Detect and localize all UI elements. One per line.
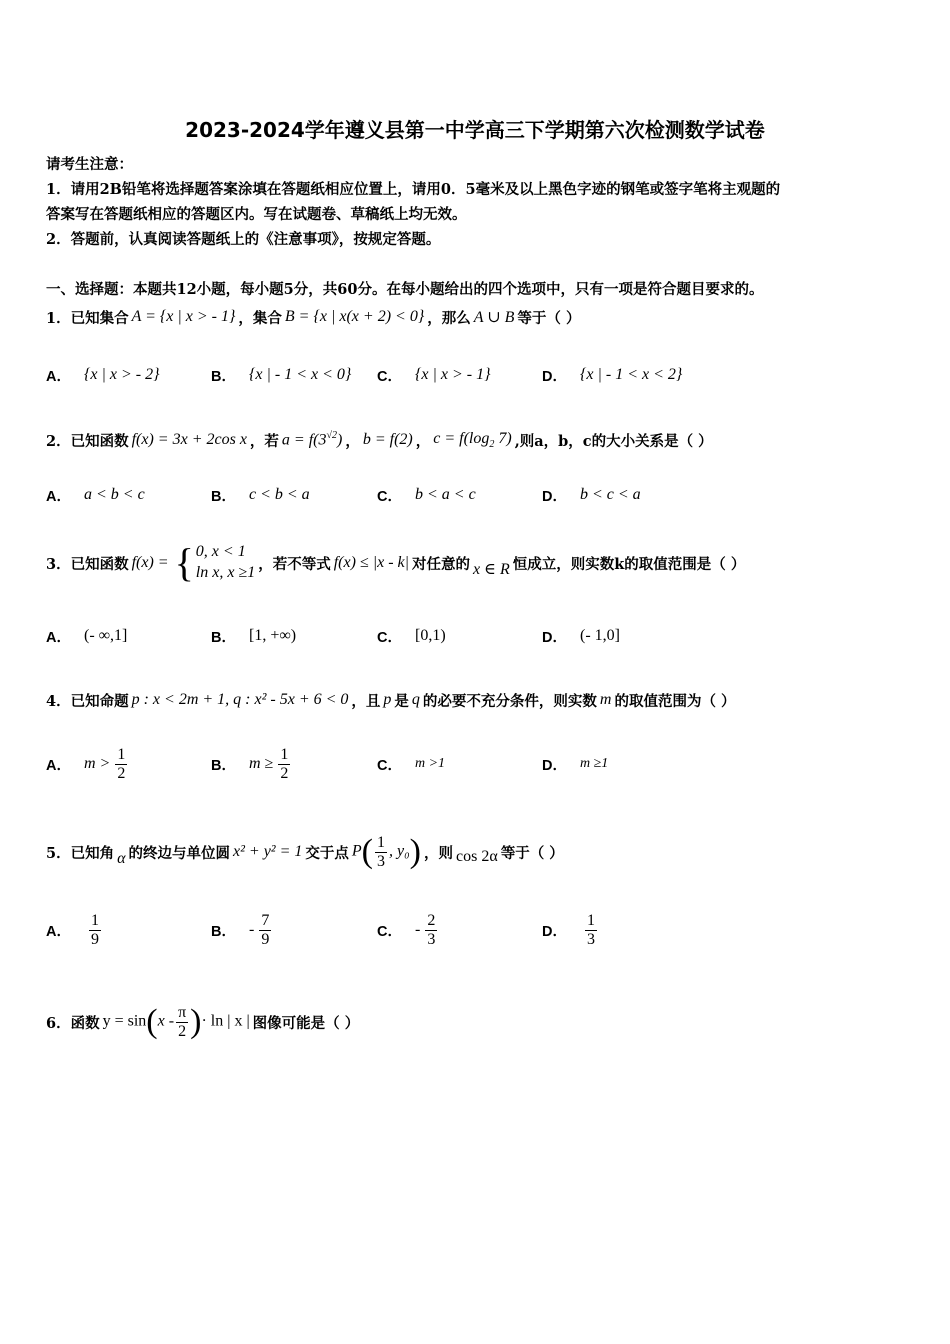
q1-set-a: A = {x | x > - 1} (131, 308, 236, 325)
option-denominator: 9 (90, 930, 99, 948)
question-3 (46, 538, 926, 588)
q2-option-a[interactable] (46, 465, 148, 525)
q1-number: 1．已知集合 (46, 309, 129, 327)
q3-number: 3．已知函数 (46, 555, 129, 573)
option-value: b < c < a (579, 486, 641, 503)
q2-sep-1: ， (345, 432, 360, 450)
paren-icon: ) (190, 1003, 202, 1040)
q2-option-c[interactable] (377, 465, 479, 525)
q6-two: 2 (178, 1022, 187, 1040)
q5-alpha: α (117, 850, 126, 867)
option-value: a < b < c (83, 486, 145, 503)
option-label: A． (46, 629, 71, 646)
option-label: D． (542, 488, 567, 505)
q1-option-a[interactable] (46, 345, 163, 405)
q2-c-base: c = f(log (433, 429, 490, 447)
notice-line-3: 2．答题前，认真阅读答题纸上的《注意事项》，按规定答题。 (46, 231, 441, 248)
option-numerator: 2 (427, 911, 436, 929)
q2-sep-2: ， (415, 432, 431, 450)
option-value: {x | x > - 1} (414, 366, 491, 383)
q4-option-c[interactable] (377, 734, 448, 794)
q2-a-value (282, 430, 342, 449)
q6-y: y = sin (102, 1012, 147, 1030)
option-sign: - (414, 921, 421, 938)
q5-option-d[interactable] (542, 900, 599, 960)
q2-a-exponent: √2 (326, 430, 337, 442)
q1-option-b[interactable] (211, 345, 354, 405)
q5-point (352, 833, 421, 871)
q6-inner: x - (157, 1012, 175, 1030)
q4-option-a[interactable] (46, 734, 129, 794)
q4-q: q (411, 691, 420, 708)
q5-circle: x² + y² = 1 (233, 843, 303, 860)
q4-propositions: p : x < 2m + 1, q : x² - 5x + 6 < 0 (131, 691, 349, 708)
option-label: C． (377, 368, 402, 385)
q5-options (46, 900, 906, 960)
option-numerator: 1 (117, 745, 126, 763)
q2-c-value (433, 430, 511, 450)
q3-option-d[interactable] (542, 606, 623, 666)
q5-text-2: 交于点 (305, 844, 349, 862)
question-6 (46, 994, 926, 1050)
option-value: [1, +∞) (248, 627, 297, 644)
q4-option-b[interactable] (211, 734, 292, 794)
q6-number: 6．函数 (46, 1014, 100, 1032)
q2-options (46, 465, 906, 525)
question-2 (46, 424, 926, 456)
option-denominator: 9 (261, 930, 270, 948)
q4-text-3: 的必要不充分条件，则实数 (422, 692, 597, 710)
option-value: (- ∞,1] (83, 627, 128, 644)
q1-text-2: ，那么 (427, 309, 471, 327)
option-label: A． (46, 488, 71, 505)
q5-text-3: ，则 (424, 844, 453, 862)
option-denominator: 3 (586, 930, 595, 948)
option-sign: - (248, 921, 255, 938)
q3-option-b[interactable] (211, 606, 299, 666)
option-prefix: m > (83, 755, 111, 772)
q2-c-close: 7) (494, 429, 512, 447)
option-label: A． (46, 757, 71, 774)
option-label: C． (377, 488, 402, 505)
q5-option-c[interactable] (377, 900, 439, 960)
option-label: B． (211, 368, 236, 385)
q2-c-subscript: 2 (489, 439, 495, 451)
q2-number: 2．已知函数 (46, 432, 129, 450)
option-denominator: 2 (117, 764, 126, 782)
q2-function: f(x) = 3x + 2cos x (131, 431, 247, 448)
option-numerator: 1 (586, 911, 595, 929)
q3-option-c[interactable] (377, 606, 449, 666)
q1-options (46, 345, 906, 405)
option-numerator: 7 (261, 911, 270, 929)
q5-option-b[interactable] (211, 900, 273, 960)
q5-cos: cos 2α (456, 848, 498, 865)
option-value: {x | - 1 < x < 0} (248, 366, 352, 383)
q2-a-base: a = f(3 (281, 431, 327, 449)
q1-union: A ∪ B (473, 309, 515, 326)
option-label: B． (211, 757, 236, 774)
q5-point-y: , y₀ (389, 842, 410, 860)
option-label: C． (377, 757, 402, 774)
q1-text-3: 等于（ ） (517, 309, 581, 327)
q3-text-1: ，若不等式 (258, 555, 331, 573)
q3-piecewise (175, 542, 256, 584)
option-numerator: 1 (90, 911, 99, 929)
notice-line-2: 答案写在答题纸相应的答题区内。写在试题卷、草稿纸上均无效。 (46, 206, 467, 223)
option-value: b < a < c (414, 486, 476, 503)
option-numerator: 1 (280, 745, 289, 763)
q3-option-a[interactable] (46, 606, 130, 666)
option-label: B． (211, 923, 236, 940)
q3-case-2: ln x, x ≥1 (195, 564, 256, 581)
option-label: D． (542, 368, 567, 385)
q5-option-a[interactable] (46, 900, 103, 960)
notice-line-1: 1．请用2B铅笔将选择题答案涂填在答题纸相应位置上，请用0．5毫米及以上黑色字迹的钢笔或签字笔将主观题的 (46, 181, 781, 198)
q1-set-b: B = {x | x(x + 2) < 0} (284, 308, 425, 325)
q6-tail: · ln | x | (201, 1012, 250, 1030)
q4-options (46, 734, 906, 794)
q3-domain: x ∈ R (473, 561, 510, 578)
option-label: D． (542, 923, 567, 940)
q5-point-label: P (351, 842, 362, 860)
q4-text-2: 是 (394, 692, 409, 710)
q2-option-d[interactable] (542, 465, 644, 525)
q5-text-1: 的终边与单位圆 (128, 844, 230, 862)
option-value: (- 1,0] (579, 627, 620, 644)
option-value: c < b < a (248, 486, 310, 503)
q4-text-1: ，且 (351, 692, 381, 710)
option-label: D． (542, 629, 567, 646)
option-denominator: 3 (427, 930, 436, 948)
q3-text-2: 对任意的 (412, 555, 471, 573)
section-heading: 一、选择题：本题共12小题，每小题5分，共60分。在每小题给出的四个选项中，只有一项是符合题目要求的。 (46, 281, 764, 298)
option-label: B． (211, 488, 236, 505)
page-title: 2023-2024学年遵义县第一中学高三下学期第六次检测数学试卷 (185, 118, 765, 142)
option-label: C． (377, 923, 402, 940)
option-label: D． (542, 757, 567, 774)
q3-inequality: f(x) ≤ |x - k| (333, 554, 410, 571)
q3-options (46, 606, 906, 666)
question-1 (46, 302, 926, 332)
option-prefix: m ≥ (248, 755, 274, 772)
option-value: {x | - 1 < x < 2} (579, 366, 683, 383)
q1-text-1: ，集合 (238, 309, 282, 327)
q2-a-close: ) (337, 431, 343, 449)
option-label: A． (46, 368, 71, 385)
q4-m: m (599, 691, 612, 708)
paren-icon: ) (409, 833, 421, 870)
option-value: {x | x > - 2} (83, 366, 160, 383)
q5-text-4: 等于（ ） (500, 844, 564, 862)
option-value: [0,1) (414, 627, 446, 644)
option-value: m ≥1 (579, 756, 609, 771)
q4-p: p (383, 691, 392, 708)
q1-option-d[interactable] (542, 345, 685, 405)
option-value: m >1 (414, 756, 446, 771)
option-label: A． (46, 923, 71, 940)
q6-function (103, 1003, 250, 1041)
option-label: C． (377, 629, 402, 646)
q2-b-value: b = f(2) (362, 431, 413, 448)
q5-point-numerator: 1 (377, 833, 385, 851)
option-denominator: 2 (280, 764, 289, 782)
q6-text-1: 图像可能是（ ） (252, 1014, 360, 1032)
q4-number: 4．已知命题 (46, 692, 129, 710)
notice-heading: 请考生注意： (46, 156, 133, 173)
paren-icon: ( (146, 1003, 158, 1040)
paren-icon: ( (361, 833, 373, 870)
q4-text-4: 的取值范围为（ ） (614, 692, 736, 710)
q2-text-1: ，若 (249, 432, 279, 450)
question-5 (46, 826, 926, 878)
q1-option-c[interactable] (377, 345, 494, 405)
q5-number: 5．已知角 (46, 844, 115, 862)
q3-case-1: 0, x < 1 (195, 543, 246, 561)
q4-option-d[interactable] (542, 734, 611, 794)
option-label: B． (211, 629, 236, 646)
brace-icon: { (174, 540, 194, 585)
q3-fx: f(x) = (131, 554, 169, 571)
q2-option-b[interactable] (211, 465, 313, 525)
question-4 (46, 682, 926, 718)
q5-point-denominator: 3 (377, 852, 385, 870)
q2-text-2: ,则a，b，c的大小关系是（ ） (514, 432, 713, 450)
q3-text-3: 恒成立，则实数k的取值范围是（ ） (512, 555, 746, 573)
q6-pi: π (178, 1003, 187, 1021)
